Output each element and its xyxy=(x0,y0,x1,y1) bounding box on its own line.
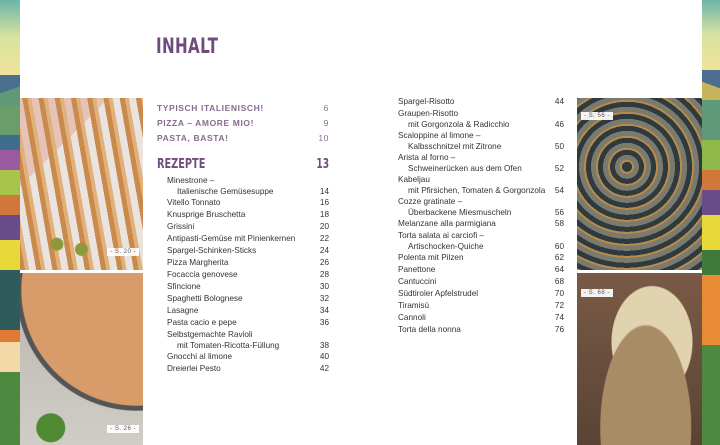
entry-title: Tiramisù xyxy=(398,301,430,310)
toc-entry[interactable] xyxy=(167,209,329,221)
entry-title: Torta della nonna xyxy=(398,325,461,334)
entry-title: Vitello Tonnato xyxy=(167,198,221,207)
toc-entry[interactable] xyxy=(167,221,329,233)
entry-title: Grissini xyxy=(167,222,195,231)
toc-entry[interactable] xyxy=(398,252,564,264)
page-number: 64 xyxy=(554,265,564,274)
toc-entry[interactable] xyxy=(398,312,564,324)
toc-entry[interactable] xyxy=(167,233,329,245)
page-number: 72 xyxy=(554,301,564,310)
entry-subtitle: mit Gorgonzola & Radicchio xyxy=(408,120,510,129)
toc-entry[interactable] xyxy=(167,305,329,317)
toc-entry[interactable] xyxy=(398,264,564,276)
page-number: 62 xyxy=(554,253,564,262)
entry-subtitle: Schweinerücken aus dem Ofen xyxy=(408,164,522,173)
toc-entry[interactable] xyxy=(167,329,329,351)
page-number: 68 xyxy=(554,277,564,286)
entry-title: Arista al forno – xyxy=(398,153,456,162)
page-number: 18 xyxy=(319,210,329,219)
page-number: 60 xyxy=(554,242,564,251)
toc-entry[interactable] xyxy=(167,363,329,375)
left-landscape-strip xyxy=(0,0,20,445)
page-number: 40 xyxy=(319,352,329,361)
toc-entry[interactable] xyxy=(398,276,564,288)
entry-title: Melanzane alla parmigiana xyxy=(398,219,496,228)
entry-title: Gnocchi al limone xyxy=(167,352,233,361)
page-number: 26 xyxy=(319,258,329,267)
entry-subtitle: Artischocken-Quiche xyxy=(408,242,484,251)
page-number: 74 xyxy=(554,313,564,322)
page-number: 14 xyxy=(319,187,329,196)
toc-entry[interactable] xyxy=(398,324,564,336)
page-number: 6 xyxy=(323,103,329,113)
entry-title: Dreierlei Pesto xyxy=(167,364,221,373)
entry-title: Lasagne xyxy=(167,306,199,315)
page-number: 13 xyxy=(316,156,329,172)
page-number: 46 xyxy=(554,120,564,129)
page-ref-label: - S. 68 - xyxy=(581,289,613,297)
mussels-photo xyxy=(577,98,702,270)
section-label: TYPISCH ITALIENISCH! xyxy=(157,103,264,113)
page-ref-label: - S. 26 - xyxy=(107,425,139,433)
entry-title: Sfincione xyxy=(167,282,201,291)
entry-title: Spargel-Schinken-Sticks xyxy=(167,246,257,255)
page-number: 70 xyxy=(554,289,564,298)
toc-entry[interactable] xyxy=(398,174,564,196)
toc-entry[interactable] xyxy=(398,230,564,252)
entry-title: Pizza Margherita xyxy=(167,258,229,267)
toc-entry[interactable] xyxy=(398,130,564,152)
entry-title: Graupen-Risotto xyxy=(398,109,459,118)
page-number: 50 xyxy=(554,142,564,151)
entry-subtitle: mit Tomaten-Ricotta-Füllung xyxy=(177,341,280,350)
entry-title: Scaloppine al limone – xyxy=(398,131,481,140)
toc-section[interactable] xyxy=(157,128,329,143)
page-number: 16 xyxy=(319,198,329,207)
entry-subtitle: Überbackene Miesmuscheln xyxy=(408,208,512,217)
entry-title: Selbstgemachte Ravioli xyxy=(167,330,253,339)
recipes-header[interactable] xyxy=(157,153,329,175)
page-number: 34 xyxy=(319,306,329,315)
toc-entry[interactable] xyxy=(167,175,329,197)
page-number: 54 xyxy=(554,186,564,195)
toc-entry[interactable] xyxy=(167,293,329,305)
entry-title: Kabeljau xyxy=(398,175,430,184)
entry-title: Cannoli xyxy=(398,313,426,322)
toc-entry[interactable] xyxy=(398,108,564,130)
entry-title: Südtiroler Apfelstrudel xyxy=(398,289,479,298)
toc-entry[interactable] xyxy=(398,218,564,230)
toc-entry[interactable] xyxy=(398,196,564,218)
toc-right-column xyxy=(398,96,564,336)
page-number: 42 xyxy=(319,364,329,373)
entry-title: Cantuccini xyxy=(398,277,437,286)
toc-section[interactable] xyxy=(157,98,329,113)
entry-title: Polenta mit Pilzen xyxy=(398,253,464,262)
page-number: 38 xyxy=(319,341,329,350)
entry-title: Minestrone – xyxy=(167,176,215,185)
toc-entry[interactable] xyxy=(167,257,329,269)
entry-subtitle: Kalbsschnitzel mit Zitrone xyxy=(408,142,502,151)
page-number: 22 xyxy=(319,234,329,243)
entry-title: Cozze gratinate – xyxy=(398,197,463,206)
toc-entry[interactable] xyxy=(167,269,329,281)
section-label: PIZZA – AMORE MIO! xyxy=(157,118,255,128)
page-number: 56 xyxy=(554,208,564,217)
toc-entry[interactable] xyxy=(398,300,564,312)
entry-title: Pasta cacio e pepe xyxy=(167,318,237,327)
toc-entry[interactable] xyxy=(167,197,329,209)
entry-title: Panettone xyxy=(398,265,436,274)
page-number: 28 xyxy=(319,270,329,279)
toc-entry[interactable] xyxy=(398,96,564,108)
page-number: 58 xyxy=(554,219,564,228)
toc-entry[interactable] xyxy=(167,281,329,293)
page-title: INHALT xyxy=(156,34,219,58)
pizza-photo xyxy=(20,273,143,445)
toc-section[interactable] xyxy=(157,113,329,128)
grissini-photo xyxy=(20,98,143,270)
page-ref-label: - S. 20 - xyxy=(107,248,139,256)
page-number: 24 xyxy=(319,246,329,255)
entry-subtitle: Italienische Gemüsesuppe xyxy=(177,187,274,196)
page-number: 32 xyxy=(319,294,329,303)
section-label: PASTA, BASTA! xyxy=(157,133,229,143)
entry-title: Knusprige Bruschetta xyxy=(167,210,246,219)
page-number: 30 xyxy=(319,282,329,291)
page-number: 10 xyxy=(318,133,329,143)
page-number: 52 xyxy=(554,164,564,173)
toc-left-column xyxy=(157,98,329,375)
entry-title: Antipasti-Gemüse mit Pinienkernen xyxy=(167,234,296,243)
page-number: 76 xyxy=(554,325,564,334)
toc-entry[interactable] xyxy=(398,152,564,174)
entry-title: Spaghetti Bolognese xyxy=(167,294,243,303)
entry-title: Spargel-Risotto xyxy=(398,97,455,106)
right-landscape-strip xyxy=(702,0,720,445)
page-number: 20 xyxy=(319,222,329,231)
page-number: 44 xyxy=(554,97,564,106)
toc-entry[interactable] xyxy=(167,245,329,257)
entry-title: Focaccia genovese xyxy=(167,270,238,279)
toc-entry[interactable] xyxy=(398,288,564,300)
page-number: 36 xyxy=(319,318,329,327)
toc-entry[interactable] xyxy=(167,317,329,329)
cantuccini-photo xyxy=(577,273,702,445)
page-number: 9 xyxy=(323,118,329,128)
recipes-header-label: REZEPTE xyxy=(157,156,206,172)
entry-subtitle: mit Pfirsichen, Tomaten & Gorgonzola xyxy=(408,186,546,195)
entry-title: Torta salata ai carciofi – xyxy=(398,231,485,240)
toc-entry[interactable] xyxy=(167,351,329,363)
page-ref-label: - S. 56 - xyxy=(581,112,613,120)
